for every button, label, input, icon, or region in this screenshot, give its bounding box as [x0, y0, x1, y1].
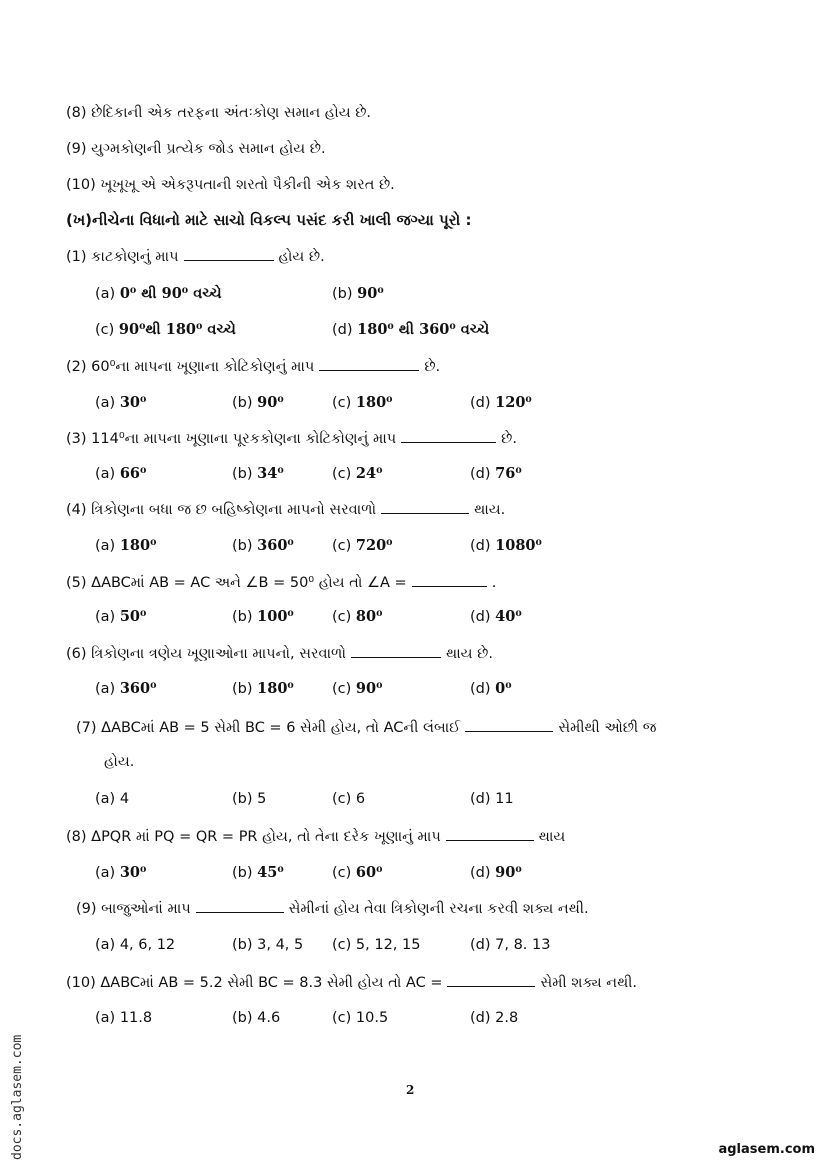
option-value: 11: [495, 791, 514, 807]
option-letter: (b): [232, 609, 253, 625]
option-a: [95, 679, 156, 699]
option-value: 90⁰: [355, 680, 383, 697]
option-letter: (a): [95, 395, 116, 411]
option-value: 360⁰: [119, 680, 157, 697]
question-text-after: .: [491, 575, 497, 591]
question-6: [66, 643, 493, 664]
option-a: [95, 464, 146, 484]
option-c: [332, 863, 382, 883]
question-text: (2) 60⁰ના માપના ખૂણાના કોટિકોણનું માપ: [66, 359, 315, 375]
option-letter: (b): [232, 395, 253, 411]
question-text-after: છે.: [424, 359, 441, 375]
option-letter: (c): [332, 395, 352, 411]
option-letter: (c): [332, 538, 352, 554]
answer-blank: [446, 826, 534, 841]
option-letter: (d): [470, 395, 491, 411]
section-heading: (ખ)નીચેના વિધાનો માટે સાચો વિકલ્પ પસંદ કરી ખાલી જગ્યા પૂરો :: [66, 211, 472, 229]
statement: (10) ખૂખૂખૂ એ એકરૂપતાની શરતો પૈકીની એક શરત છે.: [66, 177, 395, 193]
question-text: (8) ΔPQR માં PQ = QR = PR હોય, તો તેના દરેક ખૂણાનું માપ: [66, 829, 441, 845]
option-value: 5, 12, 15: [355, 937, 421, 953]
option-value: 0⁰: [495, 680, 512, 697]
answer-blank: [465, 717, 553, 732]
option-value: 10.5: [355, 1010, 389, 1026]
option-letter: (c): [332, 937, 352, 953]
option-b: [232, 1008, 280, 1028]
option-letter: (c): [332, 466, 352, 482]
option-value: 4: [119, 791, 130, 807]
option-c: [332, 679, 382, 699]
question-text-after: થાય છે.: [446, 646, 493, 662]
statement: (9) યુગ્મકોણની પ્રત્યેક જોડ સમાન હોય છે.: [66, 141, 326, 157]
option-value: 11.8: [119, 1010, 153, 1026]
answer-blank: [381, 499, 469, 514]
option-letter: (a): [95, 1010, 116, 1026]
option-a: [95, 607, 146, 627]
option-a: [95, 284, 222, 304]
option-a: [95, 1008, 152, 1028]
question-text: (9) બાજુઓનાં માપ: [76, 901, 191, 917]
option-a: [95, 536, 156, 556]
question-text-after: સેમીનાં હોય તેવા ત્રિકોણની રચના કરવી શક્ય નથી.: [288, 901, 589, 917]
option-a: [95, 393, 146, 413]
option-letter: (c): [332, 1010, 352, 1026]
option-letter: (c): [332, 681, 352, 697]
option-letter: (a): [95, 538, 116, 554]
option-d: [470, 935, 550, 955]
option-value: 0⁰ થી 90⁰ વચ્ચે: [119, 285, 222, 302]
option-d: [470, 679, 512, 699]
question-9: [76, 898, 589, 919]
option-c: [332, 393, 393, 413]
option-value: 180⁰: [119, 537, 157, 554]
option-value: 3, 4, 5: [257, 937, 304, 953]
option-d: [470, 863, 522, 883]
option-letter: (a): [95, 865, 116, 881]
option-value: 5: [257, 791, 267, 807]
option-letter: (a): [95, 609, 116, 625]
option-letter: (b): [332, 286, 353, 302]
option-letter: (d): [470, 466, 491, 482]
statement: (8) છેદિકાની એક તરફના અંતઃકોણ સમાન હોય છે.: [66, 105, 372, 121]
option-b: [332, 284, 384, 304]
option-value: 720⁰: [355, 537, 393, 554]
question-text-after: છે.: [501, 431, 517, 447]
option-letter: (d): [470, 937, 491, 953]
option-value: 180⁰: [257, 680, 294, 697]
brand-footer: aglasem.com: [718, 1142, 815, 1157]
option-letter: (b): [232, 937, 253, 953]
option-c: [332, 536, 393, 556]
option-c: [332, 789, 365, 809]
option-letter: (b): [232, 538, 253, 554]
option-letter: (b): [232, 791, 253, 807]
option-letter: (a): [95, 937, 116, 953]
option-b: [232, 789, 266, 809]
option-value: 120⁰: [495, 394, 532, 411]
page-number: 2: [406, 1083, 415, 1097]
option-c: [332, 464, 382, 484]
option-letter: (c): [332, 865, 352, 881]
option-letter: (b): [232, 681, 253, 697]
answer-blank: [196, 898, 284, 913]
option-letter: (b): [232, 466, 253, 482]
option-b: [232, 863, 284, 883]
watermark: docs.aglasem.com: [10, 1034, 25, 1160]
option-value: 180⁰: [355, 394, 393, 411]
question-4: [66, 499, 505, 520]
option-value: 180⁰ થી 360⁰ વચ્ચે: [357, 321, 490, 338]
option-value: 100⁰: [257, 608, 294, 625]
option-value: 60⁰: [355, 864, 383, 881]
option-c: [95, 320, 236, 340]
option-value: 66⁰: [119, 465, 147, 482]
option-c: [332, 607, 382, 627]
option-b: [232, 464, 284, 484]
option-d: [470, 464, 522, 484]
option-value: 4, 6, 12: [119, 937, 176, 953]
option-value: 90⁰થી 180⁰ વચ્ચે: [118, 321, 236, 338]
option-b: [232, 393, 284, 413]
option-b: [232, 679, 294, 699]
option-letter: (d): [470, 865, 491, 881]
option-d: [470, 607, 522, 627]
option-value: 7, 8. 13: [495, 937, 551, 953]
option-letter: (b): [232, 1010, 253, 1026]
question-text: (5) ΔABCમાં AB = AC અને ∠B = 50⁰ હોય તો ∠A =: [66, 575, 407, 591]
question-8: [66, 826, 565, 847]
option-value: 34⁰: [257, 465, 284, 482]
option-letter: (d): [470, 1010, 491, 1026]
question-3: [66, 428, 517, 449]
option-letter: (c): [95, 322, 115, 338]
option-d: [470, 789, 514, 809]
option-letter: (a): [95, 791, 116, 807]
question-2: [66, 356, 440, 377]
option-value: 90⁰: [495, 864, 522, 881]
option-b: [232, 935, 303, 955]
option-letter: (b): [232, 865, 253, 881]
option-value: 30⁰: [119, 394, 147, 411]
option-b: [232, 607, 294, 627]
option-value: 45⁰: [257, 864, 284, 881]
question-text-after: સેમી શક્ય નથી.: [540, 975, 637, 991]
question-continuation: હોય.: [104, 754, 135, 770]
answer-blank: [184, 246, 274, 261]
option-a: [95, 789, 129, 809]
option-value: 80⁰: [355, 608, 383, 625]
option-value: 40⁰: [495, 608, 522, 625]
option-value: 360⁰: [257, 537, 294, 554]
question-text-after: સેમીથી ઓછી જ: [558, 720, 657, 736]
option-letter: (d): [470, 791, 491, 807]
option-letter: (d): [332, 322, 353, 338]
option-value: 90⁰: [357, 285, 384, 302]
option-value: 6: [355, 791, 366, 807]
question-text: (7) ΔABCમાં AB = 5 સેમી BC = 6 સેમી હોય, તો ACની લંબાઈ: [76, 720, 461, 736]
question-text: (4) ત્રિકોણના બધા જ છ બહિષ્કોણના માપનો સરવાળો: [66, 502, 377, 518]
answer-blank: [319, 356, 419, 371]
option-value: 30⁰: [119, 864, 147, 881]
option-value: 1080⁰: [495, 537, 542, 554]
question-text: (10) ΔABCમાં AB = 5.2 સેમી BC = 8.3 સેમી હોય તો AC =: [66, 975, 443, 991]
option-letter: (a): [95, 286, 116, 302]
question-10: [66, 972, 637, 993]
option-value: 24⁰: [355, 465, 383, 482]
option-a: [95, 863, 146, 883]
option-letter: (a): [95, 466, 116, 482]
option-letter: (d): [470, 538, 491, 554]
option-letter: (d): [470, 681, 491, 697]
option-value: 90⁰: [257, 394, 284, 411]
option-value: 2.8: [495, 1010, 519, 1026]
option-value: 50⁰: [119, 608, 147, 625]
option-value: 4.6: [257, 1010, 281, 1026]
option-letter: (d): [470, 609, 491, 625]
answer-blank: [412, 572, 487, 587]
option-letter: (c): [332, 609, 352, 625]
question-text-after: થાય.: [474, 502, 506, 518]
option-c: [332, 1008, 388, 1028]
option-d: [470, 393, 532, 413]
question-text: (3) 114⁰ના માપના ખૂણાના પૂરકકોણના કોટિકોણનું માપ: [66, 431, 397, 447]
option-letter: (a): [95, 681, 116, 697]
option-d: [332, 320, 489, 340]
question-text: (6) ત્રિકોણના ત્રણેય ખૂણાઓના માપનો, સરવાળો: [66, 646, 346, 662]
answer-blank: [447, 972, 535, 987]
question-7: [76, 717, 656, 738]
question-1: [66, 246, 325, 267]
question-text-after: થાય: [538, 829, 566, 845]
option-d: [470, 1008, 518, 1028]
option-value: 76⁰: [495, 465, 522, 482]
question-text-after: હોય છે.: [278, 249, 325, 265]
option-letter: (c): [332, 791, 352, 807]
option-a: [95, 935, 175, 955]
question-5: [66, 572, 496, 593]
answer-blank: [351, 643, 441, 658]
option-d: [470, 536, 542, 556]
option-b: [232, 536, 294, 556]
option-c: [332, 935, 420, 955]
question-text: (1) કાટકોણનું માપ: [66, 249, 179, 265]
answer-blank: [401, 428, 496, 443]
